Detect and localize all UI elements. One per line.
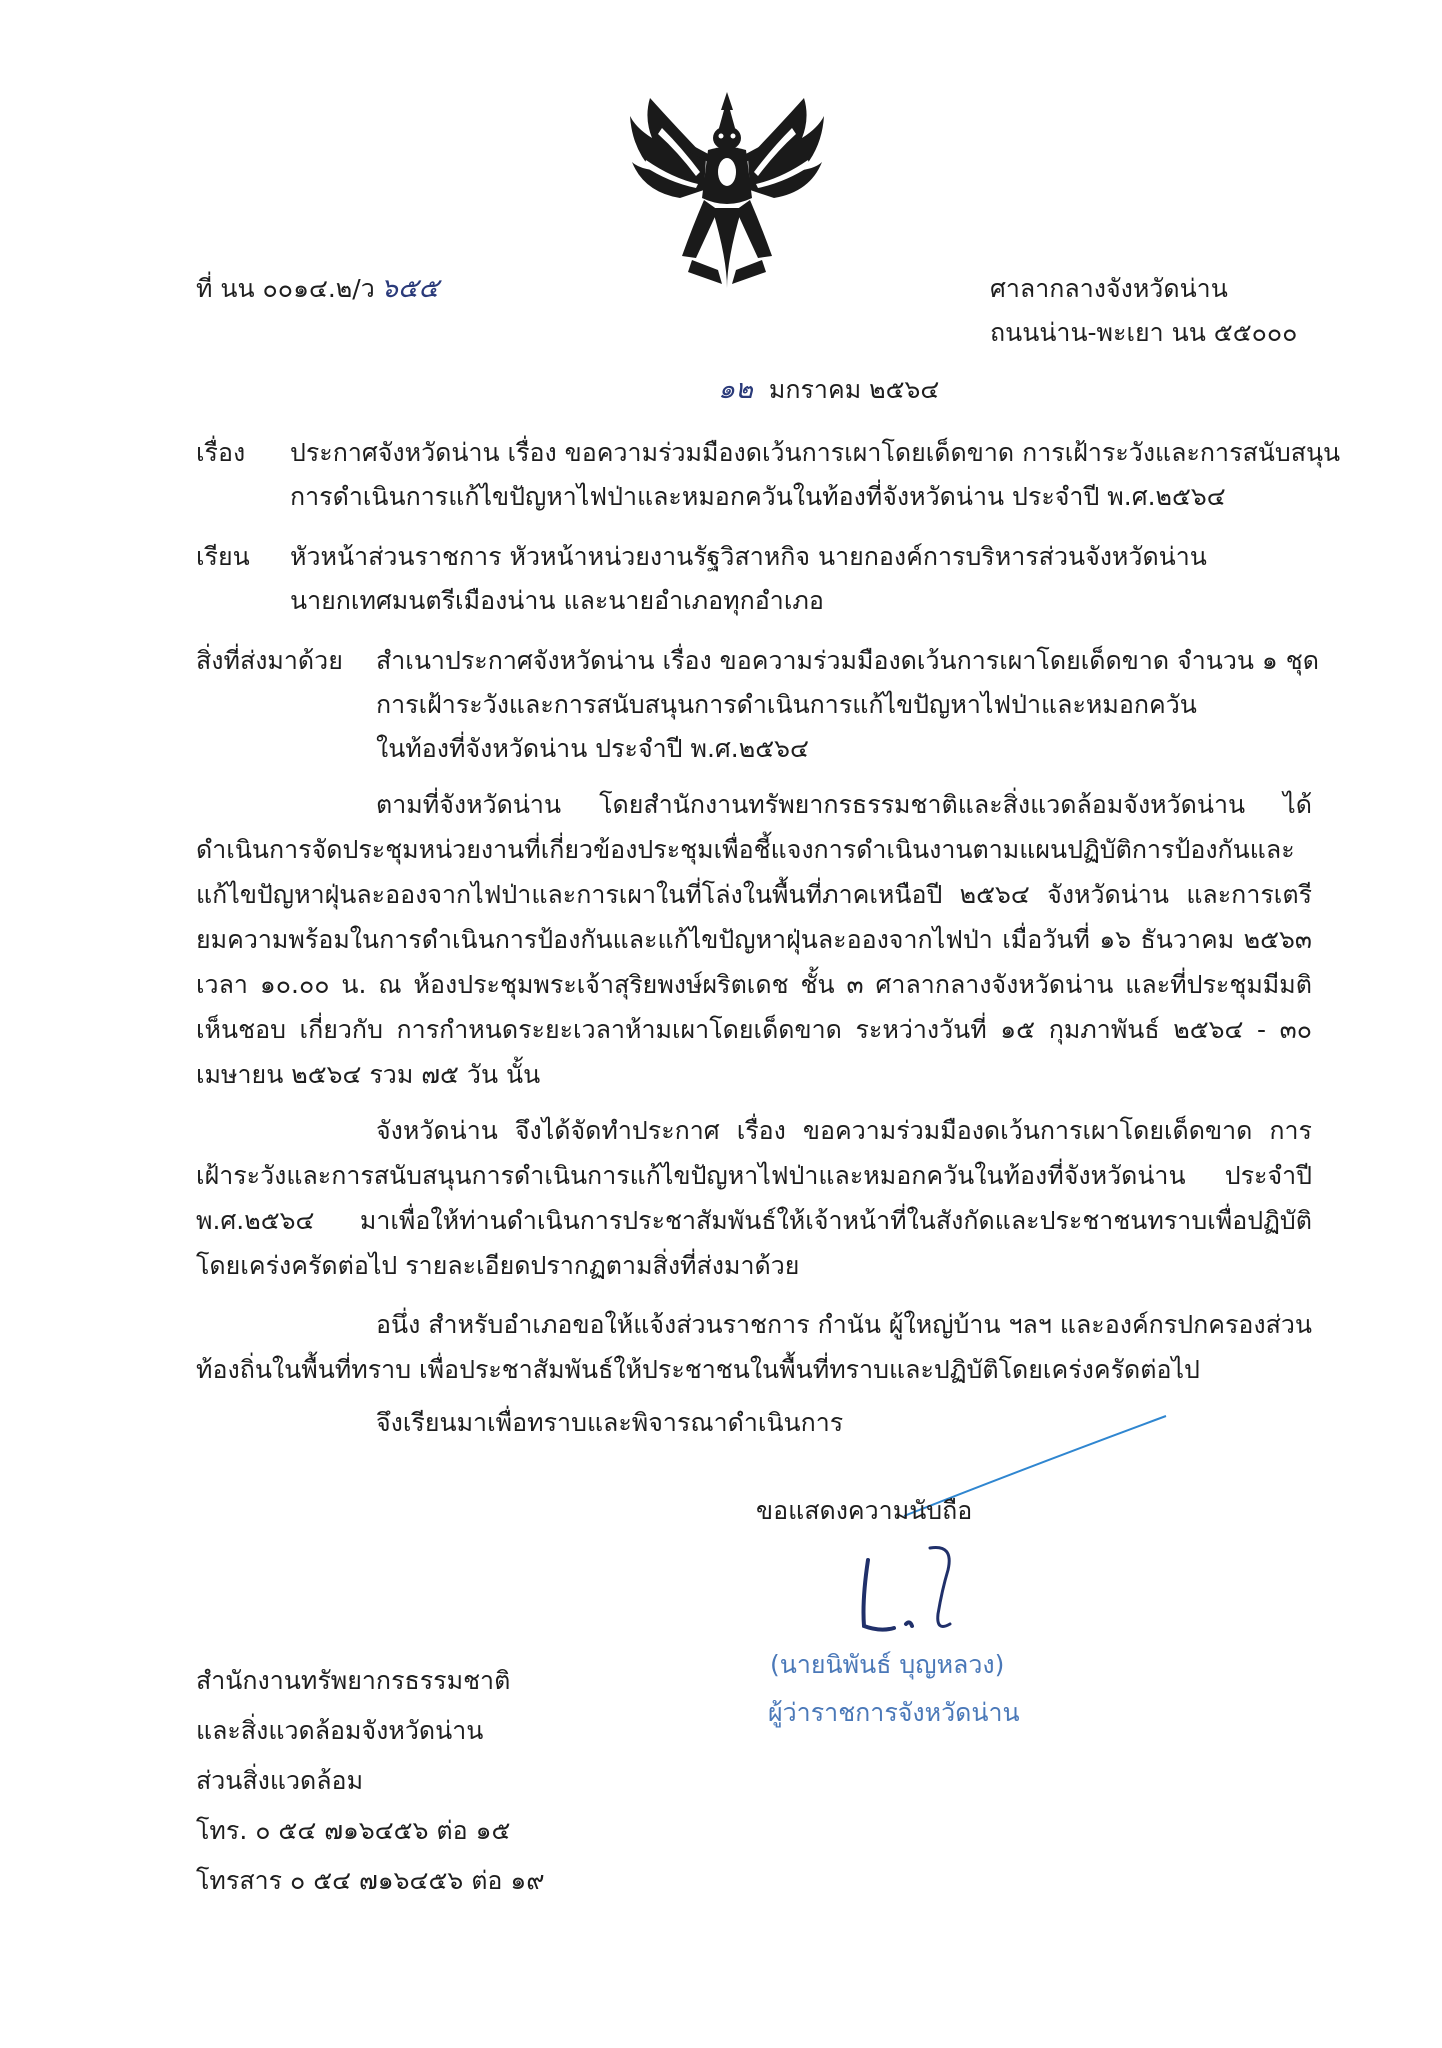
date-handwritten-day: ๑๒ [718,374,753,405]
footer-office-line3: ส่วนสิ่งแวดล้อม [196,1766,364,1795]
closing-sentence: จึงเรียนมาเพื่อทราบและพิจารณาดำเนินการ [376,1408,844,1437]
footer-office-line2: และสิ่งแวดล้อมจังหวัดน่าน [196,1716,484,1745]
reference-handwritten-number: ๖๕๕ [380,273,439,304]
org-address-line1: ศาลากลางจังหวัดน่าน [990,274,1228,303]
footer-fax: โทรสาร ๐ ๕๔ ๗๑๖๔๕๖ ต่อ ๑๙ [196,1866,545,1895]
body-paragraph-2: จังหวัดน่าน จึงได้จัดทำประกาศ เรื่อง ขอความร่วมมืองดเว้นการเผาโดยเด็ดขาด การเฝ้าระวังและการสนับสนุนการดำเนินการแก้ไขปัญหาไฟป่าและหมอกควันในท้องที่จังหวัดน่าน ประจำปี พ.ศ.๒๕๖๔ มาเพื่อให้ท่านดำเนินการประชาสัมพันธ์ให้เจ้าหน้าที่ในสังกัดและประชาชนทราบเพื่อปฏิบัติโดยเคร่งครัดต่อไป รายละเอียดปรากฏตามสิ่งที่ส่งมาด้วย [196,1116,1312,1280]
body-paragraph-3: อนึ่ง สำหรับอำเภอขอให้แจ้งส่วนราชการ กำนัน ผู้ใหญ่บ้าน ฯลฯ และองค์กรปกครองส่วนท้องถิ่นในพื้นที่ทราบ เพื่อประชาสัมพันธ์ให้ประชาชนในพื้นที่ทราบและปฏิบัติโดยเคร่งครัดต่อไป [196,1310,1312,1384]
subject-line1: ประกาศจังหวัดน่าน เรื่อง ขอความร่วมมืองดเว้นการเผาโดยเด็ดขาด การเฝ้าระวังและการสนับสนุน [290,438,1341,467]
regards-text: ขอแสดงความนับถือ [756,1496,973,1525]
enclosure-line2: การเฝ้าระวังและการสนับสนุนการดำเนินการแก้ไขปัญหาไฟป่าและหมอกควัน [376,690,1197,719]
footer-office-line1: สำนักงานทรัพยากรธรรมชาติ [196,1666,511,1695]
enclosure-line3: ในท้องที่จังหวัดน่าน ประจำปี พ.ศ.๒๕๖๔ [376,734,809,763]
document-date [718,375,939,405]
reference-label: ที่ นน ๐๐๑๔.๒/ว [196,274,375,303]
footer-phone: โทร. ๐ ๕๔ ๗๑๖๔๕๖ ต่อ ๑๕ [196,1816,511,1845]
date-month-year: มกราคม ๒๕๖๔ [768,375,940,404]
garuda-emblem [622,88,832,298]
recipient-label: เรียน [196,542,250,571]
reference-number [196,274,439,304]
subject-label: เรื่อง [196,438,246,467]
enclosure-label: สิ่งที่ส่งมาด้วย [196,646,343,675]
signatory-position: ผู้ว่าราชการจังหวัดน่าน [768,1698,1020,1727]
body-paragraph-1: ตามที่จังหวัดน่าน โดยสำนักงานทรัพยากรธรรมชาติและสิ่งแวดล้อมจังหวัดน่าน ได้ดำเนินการจัดประชุมหน่วยงานที่เกี่ยวข้องประชุมเพื่อชี้แจงการดำเนินงานตามแผนปฏิบัติการป้องกันและแก้ไขปัญหาฝุ่นละอองจากไฟป่าและการเผาในที่โล่งในพื้นที่ภาคเหนือปี ๒๕๖๔ จังหวัดน่าน และการเตรียมความพร้อมในการดำเนินการป้องกันและแก้ไขปัญหาฝุ่นละอองจากไฟป่า เมื่อวันที่ ๑๖ ธันวาคม ๒๕๖๓ เวลา ๑๐.๐๐ น. ณ ห้องประชุมพระเจ้าสุริยพงษ์ผริตเดช ชั้น ๓ ศาลากลางจังหวัดน่าน และที่ประชุมมีมติเห็นชอบ เกี่ยวกับ การกำหนดระยะเวลาห้ามเผาโดยเด็ดขาด ระหว่างวันที่ ๑๕ กุมภาพันธ์ ๒๕๖๔ - ๓๐ เมษายน ๒๕๖๔ รวม ๗๕ วัน นั้น [196,790,1312,1089]
handwritten-signature [850,1540,980,1640]
subject-line2: การดำเนินการแก้ไขปัญหาไฟป่าและหมอกควันในท้องที่จังหวัดน่าน ประจำปี พ.ศ.๒๕๖๔ [290,482,1226,511]
org-address-line2: ถนนน่าน-พะเยา นน ๕๕๐๐๐ [990,318,1298,347]
enclosure-line1: สำเนาประกาศจังหวัดน่าน เรื่อง ขอความร่วมมืองดเว้นการเผาโดยเด็ดขาด จำนวน ๑ ชุด [376,646,1319,675]
recipient-line2: นายกเทศมนตรีเมืองน่าน และนายอำเภอทุกอำเภอ [290,586,824,615]
signatory-name: (นายนิพันธ์ บุญหลวง) [770,1650,1005,1679]
recipient-line1: หัวหน้าส่วนราชการ หัวหน้าหน่วยงานรัฐวิสาหกิจ นายกองค์การบริหารส่วนจังหวัดน่าน [290,542,1207,571]
